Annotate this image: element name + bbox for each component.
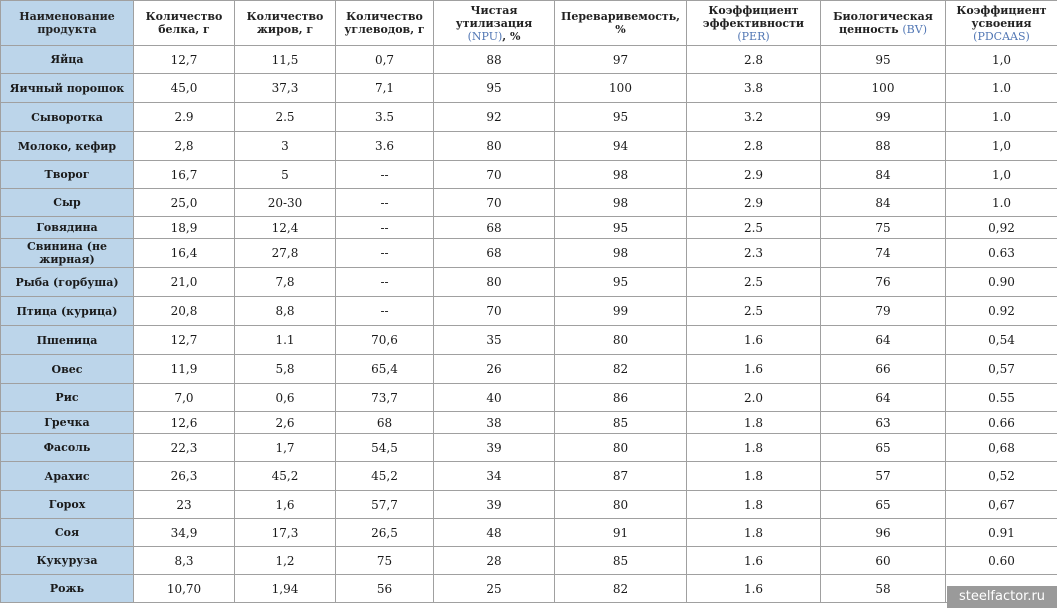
header-bv: Биологическая ценность (BV): [821, 1, 946, 46]
protein-cell: 10,70: [134, 575, 235, 603]
carbs-cell: --: [336, 297, 434, 326]
npu-cell: 68: [434, 217, 555, 239]
pdcaas-cell: 0.63: [946, 239, 1057, 268]
per-cell: 2.9: [687, 189, 821, 217]
bv-cell: 65: [821, 491, 946, 519]
product-name: Яичный порошок: [1, 74, 134, 103]
table-row: [1, 434, 1057, 462]
product-name: Яйца: [1, 46, 134, 74]
carbs-cell: 57,7: [336, 491, 434, 519]
npu-cell: 88: [434, 46, 555, 74]
bv-cell: 84: [821, 161, 946, 189]
digestibility-cell: 98: [555, 161, 687, 189]
fat-cell: 2,6: [235, 412, 336, 434]
bv-cell: 65: [821, 434, 946, 462]
npu-cell: 92: [434, 103, 555, 132]
product-name: Овес: [1, 355, 134, 384]
header-protein: Количество белка, г: [134, 1, 235, 46]
carbs-cell: 75: [336, 547, 434, 575]
carbs-cell: --: [336, 189, 434, 217]
fat-cell: 5,8: [235, 355, 336, 384]
pdcaas-cell: 0.55: [946, 384, 1057, 412]
digestibility-cell: 85: [555, 547, 687, 575]
table-row: [1, 547, 1057, 575]
digestibility-cell: 99: [555, 297, 687, 326]
digestibility-cell: 97: [555, 46, 687, 74]
fat-cell: 45,2: [235, 462, 336, 491]
bv-cell: 74: [821, 239, 946, 268]
product-name: Кукуруза: [1, 547, 134, 575]
carbs-cell: 70,6: [336, 326, 434, 355]
product-name: Творог: [1, 161, 134, 189]
pdcaas-cell: 1.0: [946, 74, 1057, 103]
per-cell: 1.8: [687, 519, 821, 547]
protein-cell: 8,3: [134, 547, 235, 575]
npu-cell: 34: [434, 462, 555, 491]
pdcaas-cell: 1,0: [946, 132, 1057, 161]
per-cell: 2.0: [687, 384, 821, 412]
npu-cell: 25: [434, 575, 555, 603]
carbs-cell: --: [336, 217, 434, 239]
product-name: Сыворотка: [1, 103, 134, 132]
digestibility-cell: 80: [555, 326, 687, 355]
digestibility-cell: 98: [555, 189, 687, 217]
npu-cell: 80: [434, 268, 555, 297]
protein-cell: 20,8: [134, 297, 235, 326]
digestibility-cell: 82: [555, 575, 687, 603]
product-name: Сыр: [1, 189, 134, 217]
table-row: [1, 297, 1057, 326]
carbs-cell: 0,7: [336, 46, 434, 74]
table-row: [1, 103, 1057, 132]
npu-cell: 40: [434, 384, 555, 412]
npu-cell: 70: [434, 161, 555, 189]
carbs-cell: 3.6: [336, 132, 434, 161]
pdcaas-cell: 1.0: [946, 103, 1057, 132]
header-fat: Количество жиров, г: [235, 1, 336, 46]
table-row: [1, 268, 1057, 297]
table-row: [1, 355, 1057, 384]
per-cell: 1.6: [687, 326, 821, 355]
fat-cell: 1,94: [235, 575, 336, 603]
per-cell: 1.8: [687, 412, 821, 434]
bv-cell: 60: [821, 547, 946, 575]
carbs-cell: 65,4: [336, 355, 434, 384]
header-per: Коэффициент эффективности (PER): [687, 1, 821, 46]
header-digestibility: Переваривемость, %: [555, 1, 687, 46]
header-row: [1, 1, 1057, 46]
table-row: [1, 239, 1057, 268]
fat-cell: 11,5: [235, 46, 336, 74]
bv-cell: 64: [821, 384, 946, 412]
product-name: Пшеница: [1, 326, 134, 355]
carbs-cell: 3.5: [336, 103, 434, 132]
npu-cell: 39: [434, 491, 555, 519]
npu-cell: 35: [434, 326, 555, 355]
carbs-cell: 26,5: [336, 519, 434, 547]
pdcaas-cell: 0,67: [946, 491, 1057, 519]
product-name: Птица (курица): [1, 297, 134, 326]
protein-cell: 16,4: [134, 239, 235, 268]
fat-cell: 3: [235, 132, 336, 161]
bv-cell: 58: [821, 575, 946, 603]
carbs-cell: --: [336, 239, 434, 268]
digestibility-cell: 95: [555, 103, 687, 132]
carbs-cell: 7,1: [336, 74, 434, 103]
digestibility-cell: 95: [555, 217, 687, 239]
carbs-cell: --: [336, 161, 434, 189]
protein-cell: 34,9: [134, 519, 235, 547]
digestibility-cell: 98: [555, 239, 687, 268]
protein-cell: 18,9: [134, 217, 235, 239]
npu-cell: 80: [434, 132, 555, 161]
digestibility-cell: 94: [555, 132, 687, 161]
per-cell: 2.9: [687, 161, 821, 189]
digestibility-cell: 100: [555, 74, 687, 103]
npu-cell: 70: [434, 297, 555, 326]
bv-cell: 95: [821, 46, 946, 74]
fat-cell: 2.5: [235, 103, 336, 132]
pdcaas-cell: 0,52: [946, 462, 1057, 491]
table-row: [1, 132, 1057, 161]
product-name: Фасоль: [1, 434, 134, 462]
fat-cell: 1,7: [235, 434, 336, 462]
npu-cell: 39: [434, 434, 555, 462]
bv-cell: 64: [821, 326, 946, 355]
pdcaas-cell: 0,68: [946, 434, 1057, 462]
fat-cell: 20-30: [235, 189, 336, 217]
pdcaas-cell: 0,57: [946, 355, 1057, 384]
pdcaas-cell: 0.66: [946, 412, 1057, 434]
bv-cell: 100: [821, 74, 946, 103]
bv-cell: 79: [821, 297, 946, 326]
header-carbs: Количество углеводов, г: [336, 1, 434, 46]
protein-cell: 22,3: [134, 434, 235, 462]
product-name: Рыба (горбуша): [1, 268, 134, 297]
per-cell: 1.6: [687, 355, 821, 384]
carbs-cell: 54,5: [336, 434, 434, 462]
digestibility-cell: 91: [555, 519, 687, 547]
bv-cell: 88: [821, 132, 946, 161]
protein-cell: 12,6: [134, 412, 235, 434]
digestibility-cell: 86: [555, 384, 687, 412]
table-row: [1, 412, 1057, 434]
table-row: [1, 189, 1057, 217]
npu-cell: 68: [434, 239, 555, 268]
pdcaas-cell: 0,54: [946, 326, 1057, 355]
protein-cell: 7,0: [134, 384, 235, 412]
protein-cell: 23: [134, 491, 235, 519]
fat-cell: 1,2: [235, 547, 336, 575]
product-name: Гречка: [1, 412, 134, 434]
per-cell: 1.6: [687, 547, 821, 575]
table-row: [1, 519, 1057, 547]
bv-cell: 66: [821, 355, 946, 384]
fat-cell: 8,8: [235, 297, 336, 326]
table-row: [1, 462, 1057, 491]
pdcaas-cell: 1,0: [946, 46, 1057, 74]
digestibility-cell: 80: [555, 491, 687, 519]
table-row: [1, 74, 1057, 103]
per-cell: 2.5: [687, 268, 821, 297]
fat-cell: 1,6: [235, 491, 336, 519]
product-name: Горох: [1, 491, 134, 519]
protein-cell: 2,8: [134, 132, 235, 161]
pdcaas-cell: 0,92: [946, 217, 1057, 239]
watermark: steelfactor.ru: [947, 586, 1057, 608]
product-name: Свинина (не жирная): [1, 239, 134, 268]
per-cell: 2.3: [687, 239, 821, 268]
fat-cell: 17,3: [235, 519, 336, 547]
fat-cell: 5: [235, 161, 336, 189]
per-cell: 1.6: [687, 575, 821, 603]
protein-cell: 2.9: [134, 103, 235, 132]
bv-cell: 75: [821, 217, 946, 239]
table-row: [1, 491, 1057, 519]
bv-cell: 76: [821, 268, 946, 297]
product-name: Соя: [1, 519, 134, 547]
pdcaas-cell: 0.60: [946, 547, 1057, 575]
npu-cell: 28: [434, 547, 555, 575]
bv-cell: 63: [821, 412, 946, 434]
protein-cell: 21,0: [134, 268, 235, 297]
carbs-cell: 45,2: [336, 462, 434, 491]
per-cell: 2.8: [687, 46, 821, 74]
protein-cell: 12,7: [134, 326, 235, 355]
per-cell: 2.5: [687, 297, 821, 326]
pdcaas-cell: 0.91: [946, 519, 1057, 547]
fat-cell: 12,4: [235, 217, 336, 239]
table-row: [1, 326, 1057, 355]
npu-cell: 95: [434, 74, 555, 103]
table-row: [1, 46, 1057, 74]
per-cell: 3.8: [687, 74, 821, 103]
table-row: [1, 161, 1057, 189]
protein-cell: 11,9: [134, 355, 235, 384]
header-product: Наименование продукта: [1, 1, 134, 46]
npu-cell: 48: [434, 519, 555, 547]
per-cell: 1.8: [687, 462, 821, 491]
per-cell: 2.5: [687, 217, 821, 239]
product-name: Говядина: [1, 217, 134, 239]
npu-cell: 38: [434, 412, 555, 434]
protein-cell: 45,0: [134, 74, 235, 103]
digestibility-cell: 82: [555, 355, 687, 384]
fat-cell: 0,6: [235, 384, 336, 412]
per-cell: 1.8: [687, 434, 821, 462]
table-row: [1, 217, 1057, 239]
table-row: [1, 384, 1057, 412]
header-npu: Чистая утилизация (NPU), %: [434, 1, 555, 46]
digestibility-cell: 85: [555, 412, 687, 434]
carbs-cell: 56: [336, 575, 434, 603]
carbs-cell: 68: [336, 412, 434, 434]
pdcaas-cell: 0.90: [946, 268, 1057, 297]
bv-cell: 99: [821, 103, 946, 132]
fat-cell: 37,3: [235, 74, 336, 103]
product-name: Молоко, кефир: [1, 132, 134, 161]
bv-cell: 57: [821, 462, 946, 491]
product-name: Рожь: [1, 575, 134, 603]
protein-cell: 25,0: [134, 189, 235, 217]
product-name: Рис: [1, 384, 134, 412]
protein-cell: 16,7: [134, 161, 235, 189]
header-pdcaas: Коэффициент усвоения (PDCAAS): [946, 1, 1057, 46]
per-cell: 1.8: [687, 491, 821, 519]
digestibility-cell: 95: [555, 268, 687, 297]
bv-cell: 84: [821, 189, 946, 217]
per-cell: 2.8: [687, 132, 821, 161]
pdcaas-cell: 1.0: [946, 189, 1057, 217]
table-row: [1, 575, 1057, 603]
pdcaas-cell: 0.92: [946, 297, 1057, 326]
digestibility-cell: 87: [555, 462, 687, 491]
npu-cell: 70: [434, 189, 555, 217]
fat-cell: 27,8: [235, 239, 336, 268]
per-cell: 3.2: [687, 103, 821, 132]
npu-cell: 26: [434, 355, 555, 384]
pdcaas-cell: 1,0: [946, 161, 1057, 189]
fat-cell: 7,8: [235, 268, 336, 297]
product-name: Арахис: [1, 462, 134, 491]
carbs-cell: --: [336, 268, 434, 297]
protein-cell: 26,3: [134, 462, 235, 491]
bv-cell: 96: [821, 519, 946, 547]
fat-cell: 1.1: [235, 326, 336, 355]
protein-cell: 12,7: [134, 46, 235, 74]
digestibility-cell: 80: [555, 434, 687, 462]
carbs-cell: 73,7: [336, 384, 434, 412]
